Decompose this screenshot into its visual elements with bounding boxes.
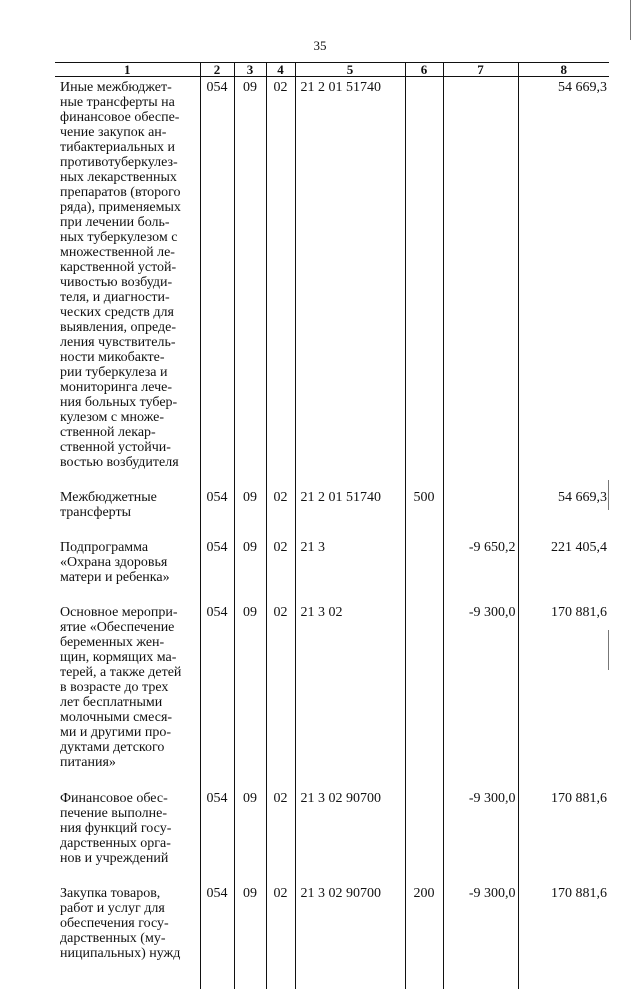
cell-name-line: терей, а также детей	[60, 665, 182, 680]
cell-section: 09	[234, 788, 266, 883]
table-continuation	[55, 961, 609, 989]
cell-name-line: ных лекарственных	[60, 170, 177, 185]
cell-section: 09	[234, 77, 266, 488]
cell-amount: 54 669,3	[518, 487, 609, 537]
cell-name-line: чивостью возбуди-	[60, 275, 173, 290]
cell-amount: 170 881,6	[518, 602, 609, 788]
cell-name-line: востью возбудителя	[60, 455, 179, 470]
cell-amount: 170 881,6	[518, 883, 609, 961]
cell-name-line: лет бесплатными	[60, 695, 163, 710]
cell-section: 09	[234, 487, 266, 537]
cell-name-line: нов и учреждений	[60, 851, 169, 866]
cell-ministry: 054	[200, 883, 234, 961]
cell-name-line: выявления, опреде-	[60, 320, 177, 335]
cell-name-line: Закупка товаров,	[60, 886, 161, 901]
col-header: 4	[266, 63, 295, 77]
cell-name-line: тибактериальных и	[60, 140, 175, 155]
col-header: 5	[295, 63, 405, 77]
cell-name-line: ятие «Обеспечение	[60, 620, 175, 635]
cell-section: 09	[234, 537, 266, 602]
cell-name-line: молочными смеся-	[60, 710, 173, 725]
cell-name-line: рии туберкулеза и	[60, 365, 168, 380]
cell-section: 09	[234, 883, 266, 961]
cell-expense-type: 200	[405, 883, 443, 961]
cell-change: -9 300,0	[443, 883, 518, 961]
budget-table	[55, 62, 609, 989]
cell-name-line: дарственных (му-	[60, 931, 166, 946]
cell-name-line: «Охрана здоровья	[60, 555, 168, 570]
cell-name-line: матери и ребенка»	[60, 570, 170, 585]
cell-name	[55, 788, 200, 883]
cell-name	[55, 77, 200, 488]
table-row	[55, 77, 609, 488]
cell-target-article: 21 3 02	[295, 602, 405, 788]
cell-subsection: 02	[266, 487, 295, 537]
col-header: 2	[200, 63, 234, 77]
cell-name-line: в возрасте до трех	[60, 680, 169, 695]
cell-name-line: Межбюджетные	[60, 490, 157, 505]
cell-name	[55, 883, 200, 961]
cell-amount: 170 881,6	[518, 788, 609, 883]
cell-name-line: щин, кормящих ма-	[60, 650, 177, 665]
cell-subsection: 02	[266, 537, 295, 602]
table-row	[55, 788, 609, 883]
cell-name-line: карственной устой-	[60, 260, 177, 275]
cell-ministry: 054	[200, 487, 234, 537]
cell-name-line: ственной лекар-	[60, 425, 156, 440]
cell-target-article: 21 3	[295, 537, 405, 602]
cell-name	[55, 602, 200, 788]
cell-expense-type	[405, 77, 443, 488]
cell-name-line: ные трансферты на	[60, 95, 175, 110]
cell-name	[55, 487, 200, 537]
cell-subsection: 02	[266, 788, 295, 883]
cell-ministry: 054	[200, 537, 234, 602]
col-header: 7	[443, 63, 518, 77]
table-row	[55, 602, 609, 788]
cell-change	[443, 77, 518, 488]
cell-name-line: ственной устойчи-	[60, 440, 171, 455]
cell-amount: 221 405,4	[518, 537, 609, 602]
cell-name-line: печение выполне-	[60, 806, 167, 821]
cell-name-line: при лечении боль-	[60, 215, 170, 230]
col-header: 3	[234, 63, 266, 77]
cell-change	[443, 487, 518, 537]
cell-name-line: ных туберкулезом с	[60, 230, 178, 245]
cell-name-line: Финансовое обес-	[60, 791, 168, 806]
cell-name-line: мониторинга лече-	[60, 380, 172, 395]
cell-subsection: 02	[266, 602, 295, 788]
cell-amount: 54 669,3	[518, 77, 609, 488]
col-header: 1	[55, 63, 200, 77]
table-row	[55, 537, 609, 602]
cell-subsection: 02	[266, 77, 295, 488]
cell-target-article: 21 3 02 90700	[295, 788, 405, 883]
cell-name-line: ления чувствитель-	[60, 335, 176, 350]
cell-name-line: ния больных тубер-	[60, 395, 178, 410]
cell-target-article: 21 2 01 51740	[295, 77, 405, 488]
cell-name-line: теля, и диагности-	[60, 290, 170, 305]
cell-name-line: кулезом с множе-	[60, 410, 164, 425]
cell-name-line: трансферты	[60, 505, 132, 520]
col-header: 8	[518, 63, 609, 77]
cell-name-line: множественной ле-	[60, 245, 175, 260]
cell-target-article: 21 3 02 90700	[295, 883, 405, 961]
cell-name-line: чение закупок ан-	[60, 125, 167, 140]
cell-name-line: Подпрограмма	[60, 540, 149, 555]
header-row	[55, 63, 609, 77]
scan-edge-mark	[630, 0, 631, 40]
cell-expense-type	[405, 788, 443, 883]
cell-ministry: 054	[200, 788, 234, 883]
table-row	[55, 883, 609, 961]
cell-target-article: 21 2 01 51740	[295, 487, 405, 537]
cell-name-line: ния функций госу-	[60, 821, 172, 836]
cell-name-line: ческих средств для	[60, 305, 174, 320]
page-number: 35	[313, 38, 327, 53]
cell-name-line: дуктами детского	[60, 740, 165, 755]
cell-name-line: противотуберкулез-	[60, 155, 178, 170]
cell-change: -9 300,0	[443, 602, 518, 788]
cell-section: 09	[234, 602, 266, 788]
cell-change: -9 300,0	[443, 788, 518, 883]
col-header: 6	[405, 63, 443, 77]
table-row	[55, 487, 609, 537]
cell-name-line: беременных жен-	[60, 635, 165, 650]
cell-name-line: Иные межбюджет-	[60, 80, 172, 95]
cell-name-line: работ и услуг для	[60, 901, 165, 916]
cell-name-line: дарственных орга-	[60, 836, 171, 851]
cell-name	[55, 537, 200, 602]
cell-name-line: обеспечения госу-	[60, 916, 169, 931]
cell-expense-type	[405, 537, 443, 602]
cell-name-line: ности микобакте-	[60, 350, 165, 365]
cell-name-line: финансовое обеспе-	[60, 110, 180, 125]
cell-name-line: препаратов (второго	[60, 185, 181, 200]
cell-name-line: Основное меропри-	[60, 605, 178, 620]
cell-expense-type: 500	[405, 487, 443, 537]
cell-expense-type	[405, 602, 443, 788]
cell-name-line: ниципальных) нужд	[60, 946, 181, 961]
cell-change: -9 650,2	[443, 537, 518, 602]
cell-name-line: ряда), применяемых	[60, 200, 181, 215]
cell-subsection: 02	[266, 883, 295, 961]
cell-ministry: 054	[200, 77, 234, 488]
cell-name-line: питания»	[60, 755, 116, 770]
cell-name-line: ми и другими про-	[60, 725, 172, 740]
cell-ministry: 054	[200, 602, 234, 788]
